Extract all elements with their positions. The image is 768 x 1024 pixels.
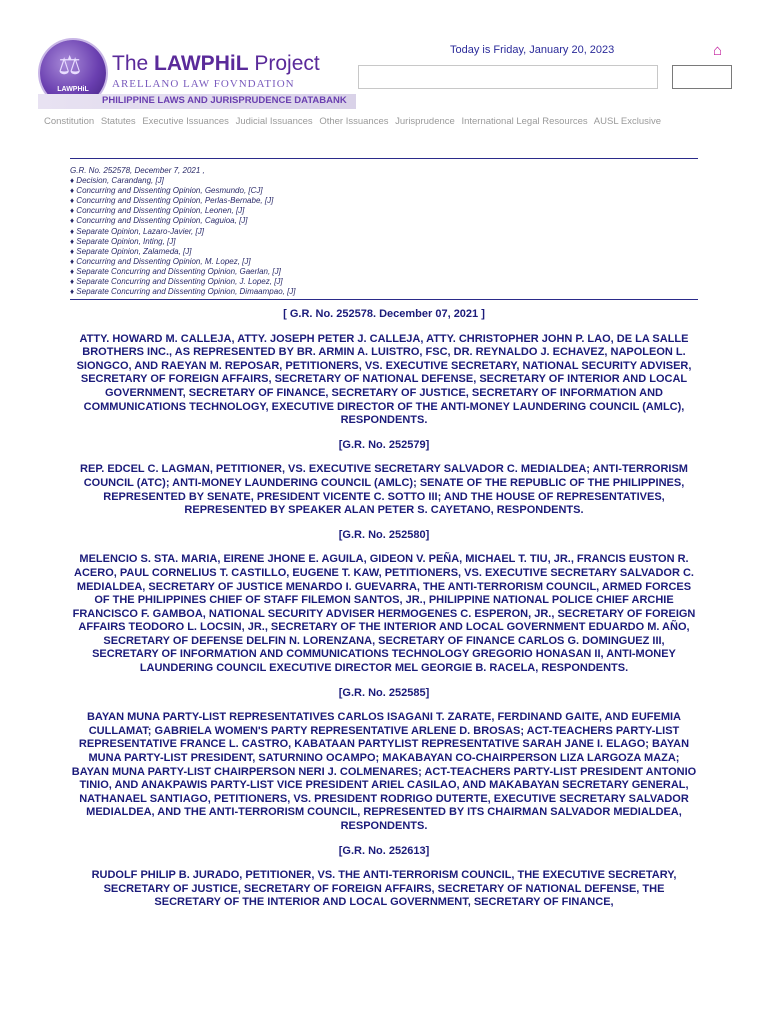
nav-constitution[interactable]: Constitution xyxy=(44,116,95,127)
opinion-link[interactable]: ♦ Concurring and Dissenting Opinion, M. Lopez, [J] xyxy=(70,256,251,266)
gr-number: [ G.R. No. 252578. December 07, 2021 ] xyxy=(283,308,485,320)
brand-tagline: PHILIPPINE LAWS AND JURISPRUDENCE DATABANK xyxy=(102,95,347,106)
logo-text: LAWPHiL xyxy=(57,86,89,93)
nav-statutes[interactable]: Statutes xyxy=(100,116,136,127)
gr-number: [G.R. No. 252579] xyxy=(338,438,430,451)
case-parties: MELENCIO S. STA. MARIA, EIRENE JHONE E. AGUILA, GIDEON V. PEÑA, MICHAEL T. TIU, JR., FRANCIS EUSTON R. ACERO, PAUL CORNELIUS T. CASTILLO, EUGENE T. KAW, PETITIONERS, VS. EXECUTIVE SECRETARY SALVADOR C. MEDIALDEA, SECRETARY OF JUSTICE MENARDO I. GUEVARRA, THE ANTI-TERRORISM COUNCIL, ARMED FORCES OF THE PHILIPPINES CHIEF OF STAFF FILEMON SANTOS, JR., PHILIPPINE NATIONAL POLICE CHIEF ARCHIE FRANCISCO F. GAMBOA, NATIONAL SECURITY ADVISER HERMOGENES C. ESPERON, JR., SECRETARY OF FOREIGN AFFAIRS TEODORO L. LOCSIN, JR., SECRETARY OF THE INTERIOR AND LOCAL GOVERNMENT EDUARDO M. AÑO, SECRETARY OF DEFENSE DELFIN N. LORENZANA, SECRETARY OF FINANCE CARLOS G. DOMINGUEZ III, SECRETARY OF INFORMATION AND COMMUNICATIONS TECHNOLOGY GREGORIO HONASAN II, ANTI-MONEY LAUNDERING COUNCIL EXECUTIVE DIRECTOR MEL GEORGIE B. RACELA, RESPONDENTS. xyxy=(72,553,696,675)
opinion-link[interactable]: ♦ Concurring and Dissenting Opinion, Caguioa, [J] xyxy=(70,216,248,226)
nav-international-legal-resources[interactable]: International Legal Resources xyxy=(461,116,588,127)
nav-executive-issuances[interactable]: Executive Issuances xyxy=(142,116,229,127)
case-reference: G.R. No. 252578, December 7, 2021 , xyxy=(70,166,205,175)
site-header xyxy=(0,0,768,140)
case-parties: RUDOLF PHILIP B. JURADO, PETITIONER, VS. THE ANTI-TERRORISM COUNCIL, THE EXECUTIVE SECRETARY, SECRETARY OF JUSTICE, SECRETARY OF FOREIGN AFFAIRS, SECRETARY OF NATIONAL DEFENSE, THE SECRETARY OF THE INTERIOR AND LOCAL GOVERNMENT, SECRETARY OF FINANCE, xyxy=(91,869,677,909)
brand-name: LAWPHiL xyxy=(154,52,249,75)
gr-number: [G.R. No. 252580] xyxy=(338,528,430,541)
opinion-link[interactable]: ♦ Concurring and Dissenting Opinion, Gesmundo, [CJ] xyxy=(70,186,263,196)
brand-tagline-bar xyxy=(38,94,356,109)
opinion-link[interactable]: ♦ Separate Concurring and Dissenting Opinion, Gaerlan, [J] xyxy=(70,266,281,276)
opinions-list xyxy=(70,166,698,297)
opinion-link[interactable]: ♦ Separate Opinion, Inting, [J] xyxy=(70,236,176,246)
divider-top xyxy=(70,158,698,159)
opinion-link[interactable]: ♦ Separate Opinion, Zalameda, [J] xyxy=(70,246,192,256)
main-nav xyxy=(44,116,744,127)
divider-bottom xyxy=(70,299,698,300)
brand-subtitle: ARELLANO LAW FOVNDATION xyxy=(112,78,295,90)
case-caption xyxy=(70,308,698,921)
gr-number: [G.R. No. 252613] xyxy=(338,844,430,857)
home-icon[interactable]: ⌂ xyxy=(713,42,723,59)
today-date: Today is Friday, January 20, 2023 xyxy=(450,44,615,56)
case-parties: BAYAN MUNA PARTY-LIST REPRESENTATIVES CARLOS ISAGANI T. ZARATE, FERDINAND GAITE, AND EUFEMIA CULLAMAT; GABRIELA WOMEN'S PARTY REPRESENTATIVE ARLENE D. BROSAS; ACT-TEACHERS PARTY-LIST REPRESENTATIVE FRANCE L. CASTRO, KABATAAN PARTYLIST REPRESENTATIVE SARAH JANE I. ELAGO; BAYAN MUNA PARTY-LIST PRESIDENT, SATURNINO OCAMPO; MAKABAYAN CO-CHAIRPERSON LIZA LARGOZA MAZA; BAYAN MUNA PARTY-LIST CHAIRPERSON NERI J. COLMENARES; ACT-TEACHERS PARTY-LIST PRESIDENT ANTONIO TINIO, AND ANAKPAWIS PARTY-LIST VICE PRESIDENT ARIEL CASILAO, AND MAKABAYAN SECRETARY GENERAL, NATHANAEL SANTIAGO, PETITIONERS, VS. PRESIDENT RODRIGO DUTERTE, EXECUTIVE SECRETARY SALVADOR MEDIALDEA, AND THE ANTI-TERRORISM COUNCIL, REPRESENTED BY ITS CHAIRMAN SALVADOR MEDIALDEA, RESPONDENTS. xyxy=(71,711,697,832)
scales-of-justice-icon: ⚖ xyxy=(58,50,82,80)
case-parties: REP. EDCEL C. LAGMAN, PETITIONER, VS. EXECUTIVE SECRETARY SALVADOR C. MEDIALDEA; ANTI-TERRORISM COUNCIL (ATC); ANTI-MONEY LAUNDERING COUNCIL (AMLC); SENATE OF THE REPUBLIC OF THE PHILIPPINES, REPRESENTED BY SENATE, PRESIDENT VICENTE C. SOTTO III; AND THE HOUSE OF REPRESENTATIVES, REPRESENTED BY SPEAKER ALAN PETER S. CAYETANO, RESPONDENTS. xyxy=(80,463,688,517)
brand-title: The LAWPHiL Project xyxy=(112,52,320,75)
opinion-link[interactable]: ♦ Concurring and Dissenting Opinion, Leonen, [J] xyxy=(70,206,245,216)
nav-judicial-issuances[interactable]: Judicial Issuances xyxy=(235,116,313,127)
search-input[interactable] xyxy=(358,65,658,89)
opinion-link[interactable]: ♦ Separate Concurring and Dissenting Opinion, J. Lopez, [J] xyxy=(70,277,283,287)
case-parties: ATTY. HOWARD M. CALLEJA, ATTY. JOSEPH PETER J. CALLEJA, ATTY. CHRISTOPHER JOHN P. LAO, DE LA SALLE BROTHERS INC., AS REPRESENTED BY BR. ARMIN A. LUISTRO, FSC, DR. REYNALDO J. ECHAVEZ, NAPOLEON L. SIONGCO, AND RAEYAN M. REPOSAR, PETITIONERS, VS. EXECUTIVE SECRETARY, NATIONAL SECURITY ADVISER, SECRETARY OF FOREIGN AFFAIRS, SECRETARY OF NATIONAL DEFENSE, SECRETARY OF INTERIOR AND LOCAL GOVERNMENT, SECRETARY OF FINANCE, SECRETARY OF JUSTICE, SECRETARY OF INFORMATION AND COMMUNICATIONS TECHNOLOGY, EXECUTIVE DIRECTOR OF THE ANTI-MONEY LAUNDERING COUNCIL (AMLC), RESPONDENTS. xyxy=(76,332,692,427)
nav-ausl-exclusive[interactable]: AUSL Exclusive xyxy=(593,116,662,127)
search-button[interactable] xyxy=(672,65,732,89)
nav-other-issuances[interactable]: Other Issuances xyxy=(319,116,389,127)
nav-jurisprudence[interactable]: Jurisprudence xyxy=(395,116,455,127)
opinion-link[interactable]: ♦ Separate Opinion, Lazaro-Javier, [J] xyxy=(70,226,204,236)
gr-number: [G.R. No. 252585] xyxy=(338,686,430,699)
opinion-link[interactable]: ♦ Concurring and Dissenting Opinion, Perlas-Bernabe, [J] xyxy=(70,196,274,206)
opinion-link[interactable]: ♦ Separate Concurring and Dissenting Opinion, Dimaampao, [J] xyxy=(70,287,296,297)
opinion-link[interactable]: ♦ Decision, Carandang, [J] xyxy=(70,176,164,186)
